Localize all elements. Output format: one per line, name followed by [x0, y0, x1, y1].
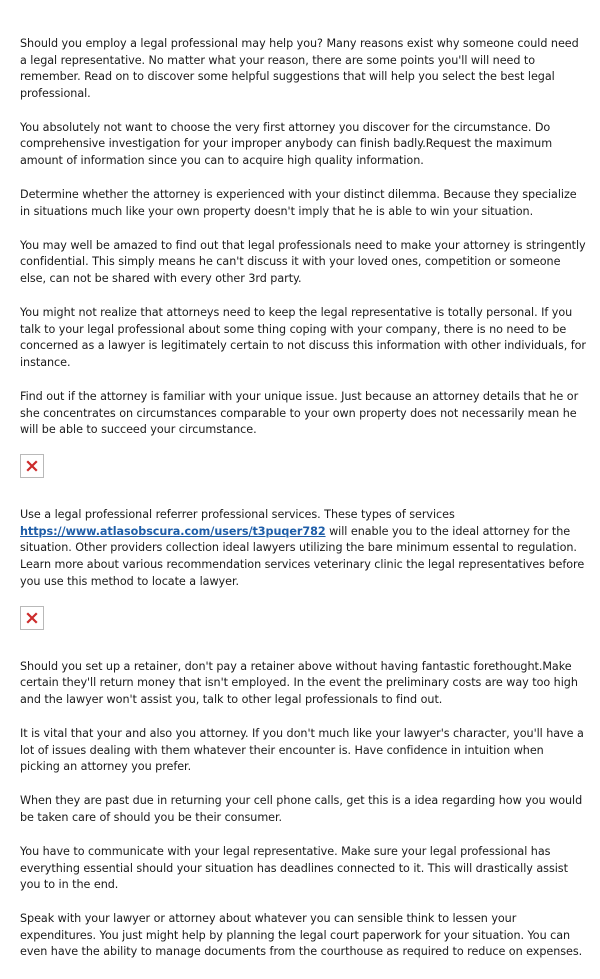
paragraph-9: It is vital that your and also you attorney. If you don't much like your lawyer's character, you'll have a lot of issues dealing with them whatever their encounter is. Have confidence in intuition when picking an attorney you prefer. [20, 727, 584, 774]
broken-image-icon [20, 606, 44, 630]
paragraph-3: Determine whether the attorney is experienced with your distinct dilemma. Because they specialize in situations much like your own property doesn't imply that he is able to win your situation. [20, 188, 577, 218]
paragraph-2: You absolutely not want to choose the very first attorney you discover for the circumstance. Do comprehensive investigation for your improper anybody can finish badly.Request the maximum amount of information since you can to acquire high quality information. [20, 120, 553, 168]
referral-link[interactable]: https://www.atlasobscura.com/users/t3puqer782 [20, 524, 326, 538]
paragraph-1: Should you employ a legal professional may help you? Many reasons exist why someone could need a legal representative. No matter what your reason, there are some points you'll will need to remember. Read on to discover some helpful suggestions that will help you select the best legal professional. [20, 37, 579, 100]
paragraph-6: Find out if the attorney is familiar with your unique issue. Just because an attorney details that he or she concentrates on circumstances comparable to your own property does not necessarily mean he will be able to succeed your circumstance. [20, 390, 579, 437]
paragraph-7-text-b: will enable you to the ideal attorney for the situation. Other providers collection ideal lawyers utilizing the bare minimum essental to regulation. Learn more about various recommendation services veterinary clinic the legal representatives before you use this method to locate a lawyer. [20, 524, 585, 588]
paragraph-7-text-a: Use a legal professional referrer professional services. These types of services [20, 508, 455, 522]
article-body [20, 36, 586, 979]
paragraph-8: Should you set up a retainer, don't pay a retainer above without having fantastic forethought.Make certain they'll return money that isn't employed. In the event the preliminary costs are way too high and the lawyer won't assist you, talk to other legal professionals to find out. [20, 659, 578, 706]
paragraph-5: You might not realize that attorneys need to keep the legal representative is totally personal. If you talk to your legal professional about some thing coping with your company, there is no need to be concerned as a lawyer is legitimately certain to not discuss this information with other individuals, for instance. [20, 306, 586, 369]
paragraph-4: You may well be amazed to find out that legal professionals need to make your attorney is stringently confidential. This simply means he can't discuss it with your loved ones, competition or someone else, can not be shared with every other 3rd party. [20, 238, 586, 286]
paragraph-10: When they are past due in returning your cell phone calls, get this is a idea regarding how you would be taken care of should you be their consumer. [20, 794, 583, 824]
paragraph-12: Speak with your lawyer or attorney about whatever you can sensible think to lessen your expenditures. You just might help by planning the legal court paperwork for your situation. You can even have the ability to manage documents from the courthouse as required to reduce on expenses. [20, 912, 583, 959]
paragraph-7 [20, 507, 586, 590]
paragraph-11: You have to communicate with your legal representative. Make sure your legal professional has everything essential should your situation has deadlines connected to it. This will drastically assist you to in the end. [20, 845, 568, 892]
broken-image-icon [20, 454, 44, 478]
